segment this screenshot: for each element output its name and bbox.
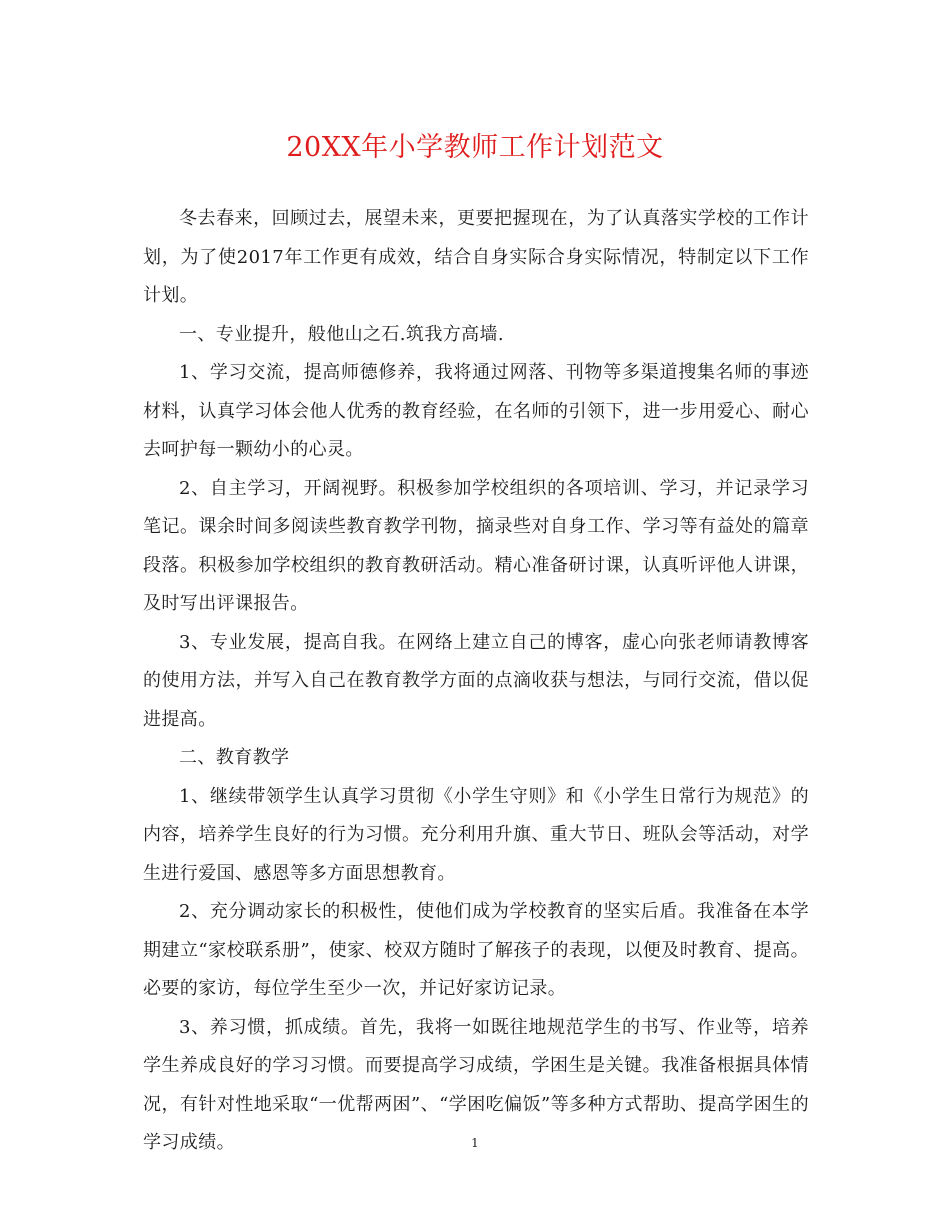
- paragraph-student-conduct: 1、继续带领学生认真学习贯彻《小学生守则》和《小学生日常行为规范》的内容，培养学生良好的行为习惯。充分利用升旗、重大节日、班队会等活动，对学生进行爱国、感恩等多方面思想教育。: [143, 785, 809, 884]
- paragraph-study-habits: 3、养习惯，抓成绩。首先，我将一如既往地规范学生的书写、作业等，培养学生养成良好的学习习惯。而要提高学习成绩，学困生是关键。我准备根据具体情况，有针对性地采取“一优帮两困”、“学困吃偏饭”等多种方式帮助、提高学困生的学习成绩。: [143, 1016, 809, 1153]
- paragraph-study-exchange: 1、学习交流，提高师德修养，我将通过网落、刊物等多渠道搜集名师的事迹材料，认真学习体会他人优秀的教育经验，在名师的引领下，进一步用爱心、耐心去呵护每一颗幼小的心灵。: [143, 362, 809, 460]
- paragraph-intro: 冬去春来，回顾过去，展望未来，更要把握现在，为了认真落实学校的工作计划，为了使2017年工作更有成效，结合自身实际合身实际情况，特制定以下工作计划。: [143, 208, 809, 306]
- paragraph-self-study: 2、自主学习，开阔视野。积极参加学校组织的各项培训、学习，并记录学习笔记。课余时间多阅读些教育教学刊物，摘录些对自身工作、学习等有益处的篇章段落。积极参加学校组织的教育教研活动。精心准备研讨课，认真听评他人讲课，及时写出评课报告。: [143, 477, 809, 614]
- document-title: 20XX年小学教师工作计划范文: [286, 132, 664, 163]
- paragraph-professional-development: 3、专业发展，提高自我。在网络上建立自己的博客，虚心向张老师请教博客的使用方法，并写入自己在教育教学方面的点滴收获与想法，与同行交流，借以促进提高。: [143, 631, 809, 730]
- section-heading-professional: 一、专业提升，般他山之石.筑我方高墙.: [179, 323, 505, 345]
- page-number: 1: [471, 1136, 479, 1150]
- paragraph-parent-involvement: 2、充分调动家长的积极性，使他们成为学校教育的坚实后盾。我准备在本学期建立“家校联系册”，使家、校双方随时了解孩子的表现，以便及时教育、提高。必要的家访，每位学生至少一次，并记好家访记录。: [143, 901, 809, 999]
- section-heading-education: 二、教育教学: [179, 747, 290, 768]
- document-body: [143, 200, 809, 1163]
